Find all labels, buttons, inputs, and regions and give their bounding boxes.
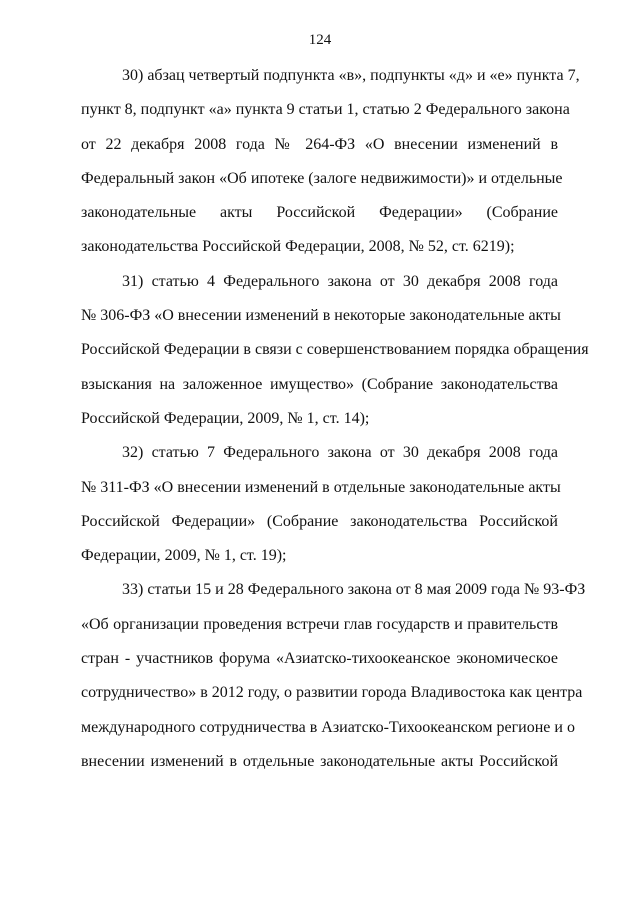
text-line: 32) статью 7 Федерального закона от 30 декабря 2008 года (122, 444, 558, 462)
text-line: Федеральный закон «Об ипотеке (залоге недвижимости)» и отдельные (81, 169, 563, 187)
text-line: сотрудничество» в 2012 году, о развитии города Владивостока как центра (81, 684, 583, 702)
document-body (81, 59, 589, 779)
paragraph-item-32 (81, 436, 561, 573)
text-line: 33) статьи 15 и 28 Федерального закона от 8 мая 2009 года № 93-ФЗ (122, 581, 586, 599)
text-line: Российской Федерации в связи с совершенствованием порядка обращения (81, 341, 589, 359)
text-line: № 311-ФЗ «О внесении изменений в отдельные законодательные акты (81, 478, 561, 496)
text-line: Российской Федерации, 2009, № 1, ст. 14); (81, 409, 370, 427)
text-line: пункт 8, подпункт «а» пункта 9 статьи 1, статью 2 Федерального закона (81, 101, 570, 119)
text-line: 30) абзац четвертый подпункта «в», подпункты «д» и «е» пункта 7, (122, 67, 580, 84)
text-line: взыскания на заложенное имущество» (Собрание законодательства (81, 375, 558, 393)
text-line: 31) статью 4 Федерального закона от 30 декабря 2008 года (122, 272, 558, 290)
text-line: от 22 декабря 2008 года № 264-ФЗ «О внесении изменений в (81, 135, 558, 153)
text-line: стран - участников форума «Азиатско-тихоокеанское экономическое (81, 650, 558, 668)
text-line: Российской Федерации» (Собрание законодательства Российской (81, 512, 558, 530)
paragraph-item-31 (81, 265, 589, 436)
text-line: внесении изменений в отдельные законодательные акты Российской (81, 752, 558, 770)
page-number: 124 (308, 32, 332, 48)
text-line: «Об организации проведения встречи глав государств и правительств (81, 615, 558, 633)
paragraph-item-30 (81, 59, 580, 265)
text-line: Федерации, 2009, № 1, ст. 19); (81, 547, 287, 565)
text-line: законодательства Российской Федерации, 2008, № 52, ст. 6219); (81, 238, 515, 256)
text-line: международного сотрудничества в Азиатско-Тихоокеанском регионе и о (81, 718, 575, 736)
text-line: № 306-ФЗ «О внесении изменений в некоторые законодательные акты (81, 307, 561, 325)
paragraph-item-33 (81, 573, 586, 779)
text-line: законодательные акты Российской Федерации» (Собрание (81, 204, 558, 222)
